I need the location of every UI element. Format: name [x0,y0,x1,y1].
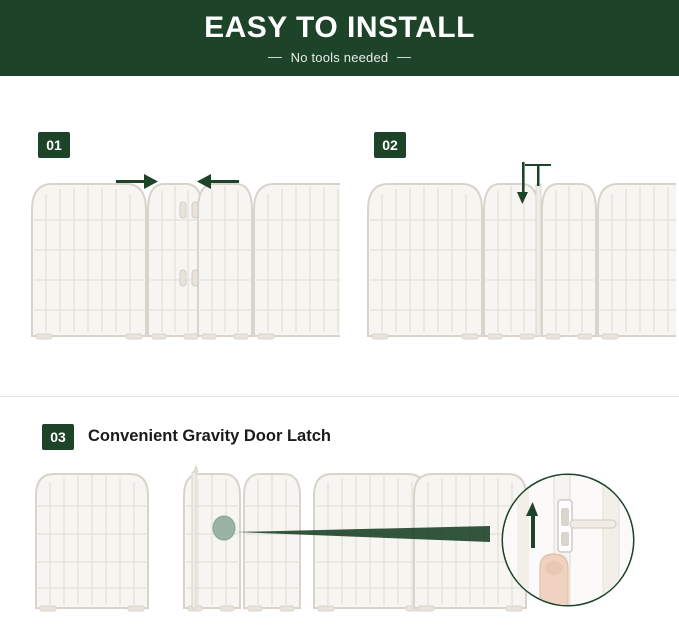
door-post [192,472,196,608]
latch-marker-icon [213,516,235,540]
subtitle-right-rule [397,57,411,58]
header-banner [0,0,679,76]
subtitle-left-rule [268,57,282,58]
step-badge-03 [42,424,74,450]
step-03-illustration [20,456,670,621]
latch-zoom-circle [503,475,633,606]
step-01-illustration [20,160,340,345]
step-badge-02 [374,132,406,158]
header-subtitle: No tools needed [290,50,389,65]
page-title: EASY TO INSTALL [204,11,475,44]
step-badge-02-label: 02 [382,137,398,153]
hinge-joint [536,184,541,336]
step-03-title: Convenient Gravity Door Latch [88,427,331,445]
step-badge-03-label: 03 [50,429,66,445]
header-subtitle-row [268,50,412,65]
step-02-illustration [356,160,676,345]
section-divider [0,396,679,397]
step-badge-01 [38,132,70,158]
step-badge-01-label: 01 [46,137,62,153]
